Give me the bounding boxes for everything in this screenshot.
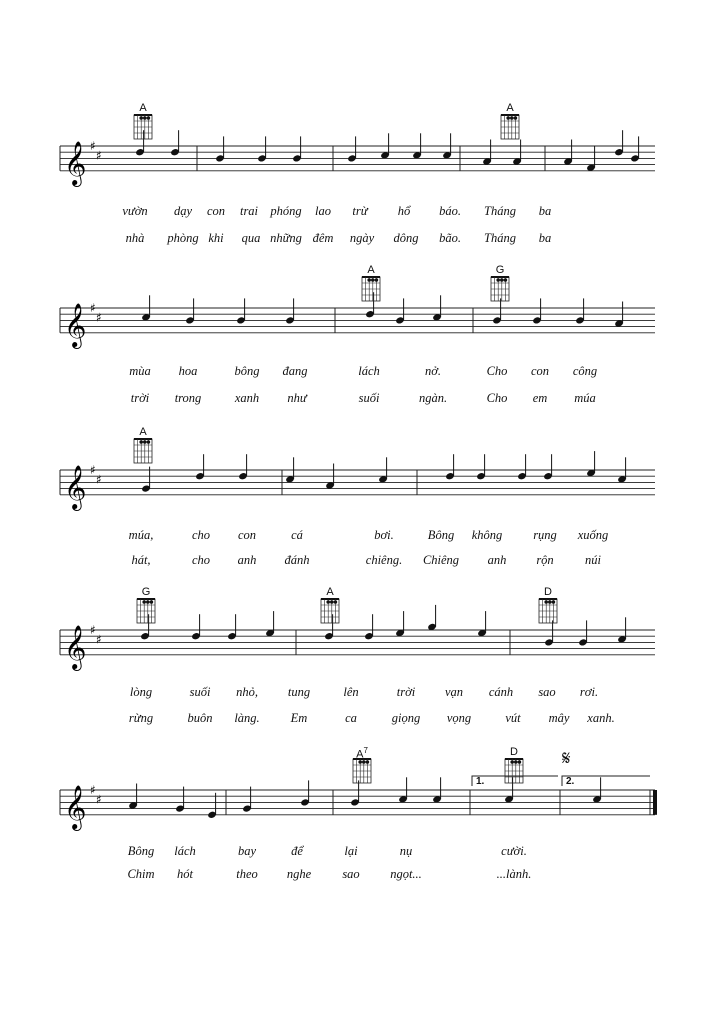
treble-clef-icon: 𝄞 (64, 302, 87, 347)
sharp-sign-icon: ♯ (96, 310, 102, 325)
lyric-verse2-syllable: giọng (391, 711, 421, 725)
lyric-verse1-syllable: Cho (486, 364, 508, 378)
lyric-verse2-syllable: rừng (128, 711, 154, 725)
chord-diagram-dot (334, 600, 338, 604)
sharp-sign-icon: ♯ (96, 472, 102, 487)
chord-diagram-dot (548, 600, 552, 604)
lyric-verse2-syllable: xanh (234, 391, 260, 405)
lyric-verse1-syllable: trời (396, 685, 416, 699)
lyric-verse2-syllable: em (532, 391, 548, 405)
final-barline (653, 790, 657, 815)
chord-diagram-dot (150, 600, 154, 604)
lyric-verse1-syllable: nở. (424, 364, 442, 378)
chord-name (326, 586, 333, 598)
lyric-verse2-syllable: theo (236, 867, 258, 881)
chord-diagram-dot (330, 600, 334, 604)
chord-diagram-dot (371, 278, 375, 282)
lyric-verse2-syllable: vút (505, 711, 521, 725)
lyric-verse2-syllable: dông (393, 231, 419, 245)
lyric-verse2-syllable: ...lành. (496, 867, 532, 881)
lyric-verse2-syllable: buôn (187, 711, 213, 725)
chord-name (496, 264, 505, 276)
sharp-sign-icon: ♯ (96, 148, 102, 163)
lyric-verse1-syllable: múa, (128, 528, 154, 542)
chord-diagram-dot (504, 278, 508, 282)
lyric-verse2-syllable: núi (585, 553, 601, 567)
lyric-verse1-syllable: lại (344, 844, 358, 858)
treble-clef-icon: 𝄞 (64, 464, 87, 509)
chord-diagram-dot (496, 278, 500, 282)
sharp-sign-icon: ♯ (90, 463, 96, 477)
lyric-verse1-syllable: lòng (129, 685, 153, 699)
lyric-verse1-syllable: trai (239, 204, 259, 218)
lyric-verse1-syllable: sao (538, 685, 556, 699)
sharp-sign-icon: ♯ (96, 792, 102, 807)
lyric-verse1-syllable: bay (237, 844, 257, 858)
lyric-verse2-syllable: phòng (167, 231, 199, 245)
lyric-verse2-syllable: như (287, 391, 307, 405)
chord-name (506, 102, 513, 114)
lyric-verse1-syllable: xuống (577, 528, 609, 542)
lyric-verse2-syllable: nghe (286, 867, 312, 881)
lyric-verse2-syllable: vọng (446, 711, 472, 725)
lyric-verse1-syllable: Bông (127, 844, 155, 858)
lyric-verse1-syllable: không (471, 528, 503, 542)
lyric-verse1-syllable: cho (191, 528, 211, 542)
chord-diagram-dot (146, 600, 150, 604)
chord-diagram-dot (514, 116, 518, 120)
segno-icon: 𝄋 (562, 746, 571, 770)
lyric-verse1-syllable: mùa (129, 364, 151, 378)
lyric-verse1-syllable: lách (174, 844, 196, 858)
chord-root: A (139, 426, 147, 438)
lyric-verse2-syllable: ngày (349, 231, 375, 245)
chord-diagram-dot (375, 278, 379, 282)
lyric-verse1-syllable: hổ (397, 204, 411, 218)
lyric-verse1-syllable: công (572, 364, 598, 378)
lyric-verse2-syllable: làng. (234, 711, 260, 725)
sharp-sign-icon: ♯ (90, 139, 96, 153)
lyric-verse2-syllable: ngàn. (418, 391, 448, 405)
lyric-verse2-syllable: sao (342, 867, 360, 881)
lyric-verse1-syllable: Tháng (484, 204, 516, 218)
lyric-verse1-syllable: nhỏ, (236, 685, 258, 699)
chord-diagram-dot (500, 278, 504, 282)
chord-name (142, 586, 151, 598)
lyric-verse2-syllable: xanh. (587, 711, 615, 725)
volta-label: 2. (566, 776, 575, 787)
chord-diagram-dot (552, 600, 556, 604)
chord-root: A (139, 102, 147, 114)
lyric-verse1-syllable: cánh (488, 685, 514, 699)
chord-root: D (544, 586, 552, 598)
chord-diagram-dot (147, 440, 151, 444)
lyric-verse1-syllable: rơi. (579, 685, 599, 699)
lyric-verse1-syllable: cười. (501, 844, 527, 858)
lyric-verse1-syllable: con (237, 528, 257, 542)
sharp-sign-icon: ♯ (90, 301, 96, 315)
chord-diagram-dot (358, 760, 362, 764)
lyric-verse1-syllable: lao (315, 204, 331, 218)
lyric-verse1-syllable: báo. (439, 204, 461, 218)
lyric-verse1-syllable: hoa (178, 364, 198, 378)
lyric-verse2-syllable: qua (241, 231, 261, 245)
treble-clef-icon: 𝄞 (64, 784, 87, 829)
lyric-verse1-syllable: suối (189, 685, 211, 699)
lyric-verse2-syllable: đánh (284, 553, 310, 567)
sharp-sign-icon: ♯ (90, 623, 96, 637)
lyric-verse1-syllable: Bông (427, 528, 455, 542)
chord-diagram-dot (367, 278, 371, 282)
lyric-verse2-syllable: cho (191, 553, 211, 567)
lyric-verse1-syllable: đang (282, 364, 308, 378)
chord-name (544, 586, 552, 598)
chord-diagram-dot (506, 116, 510, 120)
lyric-verse2-syllable: trong (174, 391, 202, 405)
chord-diagram-dot (366, 760, 370, 764)
lyric-verse2-syllable: trời (130, 391, 150, 405)
lyric-verse2-syllable: ngọt... (390, 867, 422, 881)
lyric-verse2-syllable: anh (237, 553, 257, 567)
lyric-verse2-syllable: rộn (536, 553, 554, 567)
chord-diagram-dot (544, 600, 548, 604)
chord-diagram-dot (326, 600, 330, 604)
lyric-verse1-syllable: bơi. (374, 528, 394, 542)
lyric-verse2-syllable: Tháng (484, 231, 516, 245)
sharp-sign-icon: ♯ (90, 783, 96, 797)
lyric-verse2-syllable: mây (548, 711, 570, 725)
chord-diagram-dot (510, 116, 514, 120)
chord-diagram-dot (143, 116, 147, 120)
chord-diagram-dot (510, 760, 514, 764)
lyric-verse1-syllable: tung (287, 685, 311, 699)
lyric-verse2-syllable: hót (177, 867, 193, 881)
lyric-verse2-syllable: Chim (127, 867, 155, 881)
volta-label: 1. (476, 776, 485, 787)
lyric-verse1-syllable: để (291, 844, 303, 858)
lyric-verse2-syllable: khi (208, 231, 224, 245)
lyric-verse2-syllable: chiêng. (365, 553, 403, 567)
lyric-verse1-syllable: lách (358, 364, 380, 378)
chord-diagram-dot (147, 116, 151, 120)
lyric-verse1-syllable: lên (343, 685, 359, 699)
volta-bracket (472, 776, 558, 786)
lyric-verse1-syllable: trừ (352, 204, 368, 218)
lyric-verse1-syllable: cá (291, 528, 303, 542)
chord-name (367, 264, 374, 276)
treble-clef-icon: 𝄞 (64, 624, 87, 669)
chord-diagram-dot (143, 440, 147, 444)
lyric-verse2-syllable: Chiêng (422, 553, 460, 567)
chord-root: D (510, 746, 518, 758)
lyric-verse2-syllable: đêm (312, 231, 334, 245)
chord-root: A (367, 264, 375, 276)
chord-diagram-dot (139, 440, 143, 444)
lyric-verse2-syllable: múa (574, 391, 596, 405)
chord-root: A (326, 586, 334, 598)
treble-clef-icon: 𝄞 (64, 140, 87, 185)
chord-diagram-dot (362, 760, 366, 764)
lyric-verse1-syllable: dạy (173, 204, 193, 218)
lyric-verse1-syllable: ba (538, 204, 552, 218)
lyric-verse2-syllable: nhà (125, 231, 145, 245)
lyric-verse2-syllable: Em (290, 711, 308, 725)
sharp-sign-icon: ♯ (96, 632, 102, 647)
lyric-verse2-syllable: hát, (131, 553, 151, 567)
chord-root: A (356, 748, 364, 761)
chord-root: G (141, 586, 151, 598)
lyric-verse1-syllable: con (530, 364, 550, 378)
chord-name (510, 746, 518, 758)
lyric-verse2-syllable: Cho (486, 391, 508, 405)
lyric-verse1-syllable: vạn (444, 685, 464, 699)
lyric-verse2-syllable: ba (538, 231, 552, 245)
lyric-verse2-syllable: anh (487, 553, 507, 567)
lyric-verse1-syllable: vườn (122, 204, 148, 218)
lyric-verse1-syllable: con (206, 204, 226, 218)
chord-root: A (506, 102, 514, 114)
chord-name (139, 102, 146, 114)
volta-bracket (562, 776, 650, 786)
lyric-verse1-syllable: rụng (533, 528, 557, 542)
chord-extension: 7 (363, 746, 368, 755)
chord-diagram-dot (142, 600, 146, 604)
lyric-verse1-syllable: bông (234, 364, 260, 378)
chord-root: G (495, 264, 505, 276)
lyric-verse2-syllable: bão. (439, 231, 461, 245)
chord-diagram-dot (518, 760, 522, 764)
chord-name (356, 746, 368, 761)
chord-diagram-dot (139, 116, 143, 120)
lyric-verse1-syllable: phóng (270, 204, 302, 218)
chord-diagram-dot (514, 760, 518, 764)
chord-name (139, 426, 146, 438)
lyric-verse2-syllable: ca (345, 711, 357, 725)
lyric-verse2-syllable: suối (358, 391, 380, 405)
lyric-verse2-syllable: những (270, 231, 302, 245)
lyric-verse1-syllable: nụ (399, 844, 413, 858)
